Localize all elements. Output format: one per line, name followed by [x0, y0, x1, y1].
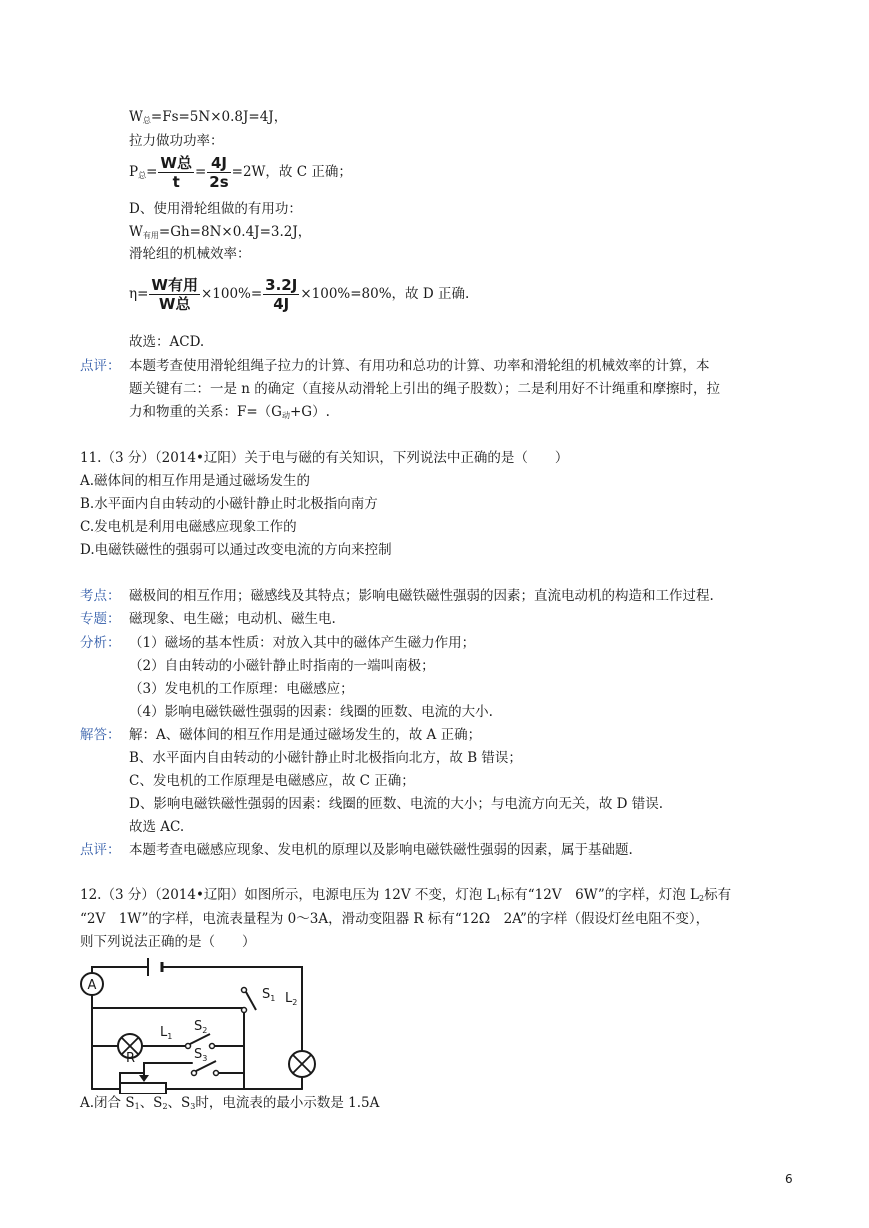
q11-option-b: B.水平面内自由转动的小磁针静止时北极指向南方	[80, 496, 378, 512]
q11-zhuanti: 磁现象、电生磁；电动机、磁生电.	[129, 611, 336, 627]
q11-dianping: 本题考查电磁感应现象、发电机的原理以及影响电磁铁磁性强弱的因素，属于基础题.	[129, 842, 633, 858]
switch-s3-symbol	[192, 1061, 219, 1076]
q11-stem: 11.（3 分）（2014•辽阳）关于电与磁的有关知识，下列说法中正确的是（ ）	[80, 450, 569, 466]
prev-comment-line-3: 力和物重的关系：$F=(G_动+G)$.	[129, 404, 330, 420]
q11-fenxi-2: （2）自由转动的小磁针静止时指南的一端叫南极；	[129, 658, 435, 674]
q12-option-a: A.闭合 $S_1$、$S_2$、$S_3$时，电流表的最小示数是 1.5A	[80, 1095, 380, 1111]
efficiency-equation: η= $\frac{\text{W有用}}{\text{W总}}$ ×100%= $\frac{3.2J}{4J}$ ×100%=80%，故 D 正确.	[129, 275, 470, 313]
prev-comment-label: 点评：	[80, 358, 121, 374]
q11-dianping-label: 点评：	[80, 842, 121, 858]
q11-fenxi-1: （1）磁场的基本性质：对放入其中的磁体产生磁力作用；	[129, 635, 476, 651]
ammeter-label: A	[87, 978, 97, 993]
lamp-l2-label: $L_2$	[285, 991, 298, 1007]
switch-s2-label: $S_2$	[194, 1019, 208, 1035]
q11-jieda-3: C、发电机的工作原理是电磁感应，故 C 正确；	[129, 773, 415, 789]
lamp-l1-label: $L_1$	[160, 1025, 173, 1041]
q12-stem-line-1: 12.（3 分）（2014•辽阳）如图所示，电源电压为 12V 不变，灯泡 $L_1$标有“12V 6W”的字样，灯泡 $L_2$标有	[80, 887, 732, 903]
rheostat-symbol	[120, 1063, 166, 1094]
efficiency-fraction-1: $\frac{\text{W有用}}{\text{W总}}$	[151, 275, 198, 313]
rheostat-label: R	[126, 1051, 136, 1066]
q11-option-d: D.电磁铁磁性的强弱可以通过改变电流的方向来控制	[80, 542, 392, 558]
lamp-l2-symbol	[289, 1051, 315, 1077]
q11-fenxi-label: 分析：	[80, 635, 121, 651]
q11-option-c: C.发电机是利用电磁感应现象工作的	[80, 519, 297, 535]
power-fraction-1: $\frac{\text{W总}}{t}$	[160, 153, 192, 191]
battery-symbol	[148, 958, 162, 976]
q11-jieda-1: 解：A、磁体间的相互作用是通过磁场发生的，故 A 正确；	[129, 727, 482, 743]
q11-kaodian: 磁极间的相互作用；磁感线及其特点；影响电磁铁磁性强弱的因素；直流电动机的构造和工作过程.	[129, 588, 714, 604]
q11-jieda-label: 解答：	[80, 727, 121, 743]
efficiency-fraction-2: $\frac{3.2J}{4J}$	[265, 275, 298, 313]
switch-s1-label: $S_1$	[262, 987, 276, 1003]
circuit-diagram	[76, 958, 316, 1094]
efficiency-label: 滑轮组的机械效率：	[129, 246, 251, 262]
w-useful-line: $W_{有用}=Gh=8N\times 0.4J=3.2J$，	[129, 224, 312, 240]
prev-choose: 故选：ACD.	[129, 334, 205, 350]
switch-s3-label: $S_3$	[194, 1047, 208, 1063]
useful-work-label: D、使用滑轮组做的有用功：	[129, 201, 302, 217]
q11-zhuanti-label: 专题：	[80, 611, 121, 627]
power-equation: $P_总=$ $\frac{\text{W总}}{t}$ = $\frac{4J}{2s}$ =2W，故 C 正确；	[129, 153, 352, 191]
q11-jieda-5: 故选 AC.	[129, 819, 185, 835]
prev-comment-line-2: 题关键有二：一是 n 的确定（直接从动滑轮上引出的绳子股数）；二是利用好不计绳重和摩擦时，拉	[129, 381, 721, 397]
q11-fenxi-4: （4）影响电磁铁磁性强弱的因素：线圈的匝数、电流的大小.	[129, 704, 493, 720]
q12-stem-line-3: 则下列说法正确的是（ ）	[80, 934, 256, 950]
q11-fenxi-3: （3）发电机的工作原理：电磁感应；	[129, 681, 354, 697]
switch-s1-symbol	[242, 988, 257, 1013]
q11-jieda-4: D、影响电磁铁磁性强弱的因素：线圈的匝数、电流的大小；与电流方向无关，故 D 错误.	[129, 796, 664, 812]
power-fraction-2: $\frac{4J}{2s}$	[209, 153, 229, 191]
w-total-line: $W_总=Fs=5N\times 0.8J=4J$，	[129, 109, 288, 125]
q11-option-a: A.磁体间的相互作用是通过磁场发生的	[80, 473, 311, 489]
q11-jieda-2: B、水平面内自由转动的小磁针静止时北极指向北方，故 B 错误；	[129, 750, 522, 766]
page-number: 6	[785, 1172, 793, 1186]
ammeter-symbol	[81, 973, 103, 995]
q11-kaodian-label: 考点：	[80, 588, 121, 604]
power-label: 拉力做功功率：	[129, 133, 224, 149]
prev-comment-line-1: 本题考查使用滑轮组绳子拉力的计算、有用功和总功的计算、功率和滑轮组的机械效率的计算，本	[129, 358, 710, 374]
q12-stem-line-2: “2V 1W”的字样，电流表量程为 0～3A，滑动变阻器 R 标有“12Ω 2A”的字样（假设灯丝电阻不变），	[80, 911, 710, 927]
